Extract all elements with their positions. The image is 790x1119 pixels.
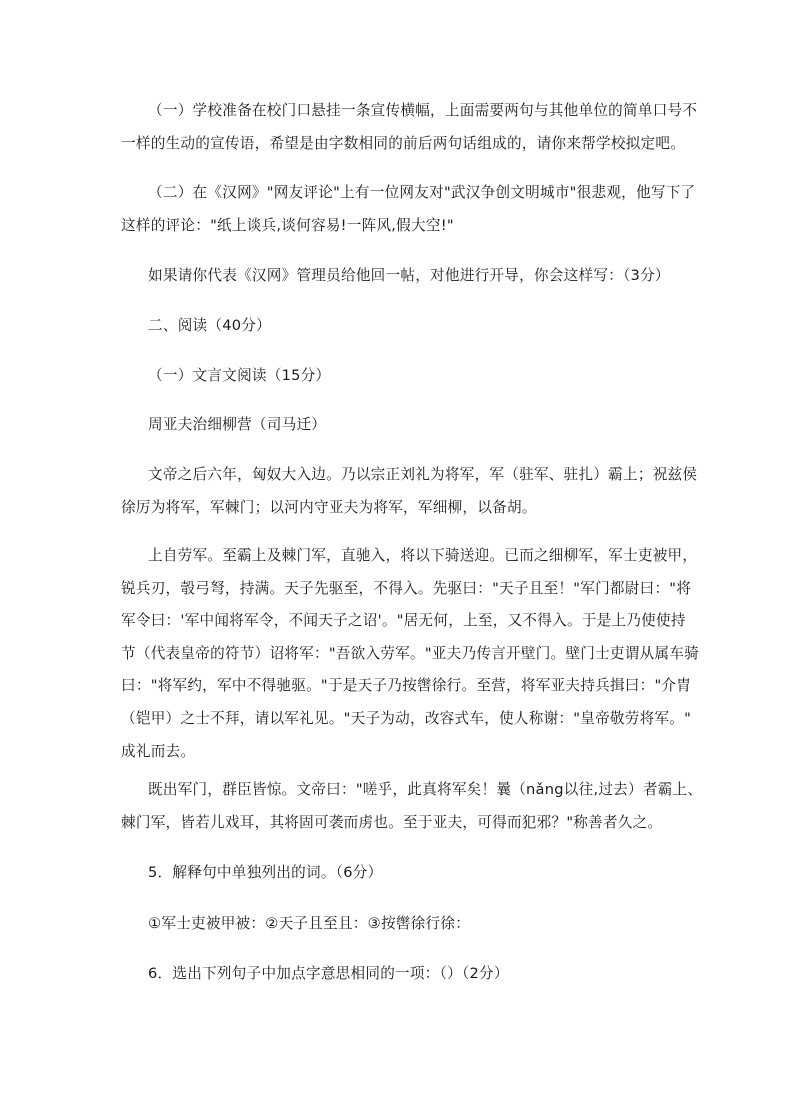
text-line: 二、阅读（40分） xyxy=(148,317,271,334)
question-five xyxy=(148,860,673,886)
text-line: 一样的生动的宣传语，希望是由字数相同的前后两句话组成的，请你来帮学校拟定吧。 xyxy=(121,134,686,152)
text-line: ①军士吏被甲被：②天子且至且：③按辔徐行徐： xyxy=(148,915,471,932)
text-line: （二）在《汉网》"网友评论"上有一位网友对"武汉争创文明城市"很悲观，他写下了 xyxy=(148,184,696,201)
task-two-paragraph xyxy=(121,180,696,238)
text-line: （一）文言文阅读（15分） xyxy=(148,367,331,384)
text-line: 曰："将军约，军中不得驰驱。"于是天子乃按辔徐行。至营，将军亚夫持兵揖曰："介胄 xyxy=(121,677,692,695)
text-line: 这样的评论："纸上谈兵,谈何容易!一阵风,假大空!" xyxy=(121,216,454,234)
passage-paragraph-three xyxy=(121,777,703,835)
text-line: 周亚夫治细柳营（司马迁） xyxy=(148,416,327,433)
passage-paragraph-two xyxy=(121,543,699,764)
passage-paragraph-one xyxy=(121,462,698,520)
text-line: 棘门军，皆若儿戏耳，其将固可袭而虏也。至于亚夫，可得而犯邪？"称善者久之。 xyxy=(121,813,663,831)
text-line: 军令曰：'军中闻将军令，不闻天子之诏'。"居无何，上至，又不得入。于是上乃使使持 xyxy=(121,612,686,630)
section-heading-reading xyxy=(148,313,673,339)
text-line: 锐兵刃，彀弓弩，持满。天子先驱至，不得入。先驱曰："天子且至！"军门都尉曰："将 xyxy=(121,579,692,597)
passage-title xyxy=(148,412,673,438)
reply-prompt-paragraph xyxy=(148,263,673,289)
text-line: 如果请你代表《汉网》管理员给他回一帖，对他进行开导，你会这样写：（3分） xyxy=(148,267,670,284)
text-line: （一）学校准备在校门口悬挂一条宣传横幅，上面需要两句与其他单位的简单口号不 xyxy=(148,102,698,119)
text-line: 5．解释句中单独列出的词。（6分） xyxy=(148,864,383,881)
text-line: 既出军门，群臣皆惊。文帝曰："嗟乎，此真将军矣！曩（nǎng以往,过去）者霸上、 xyxy=(148,781,703,798)
text-line: 节（代表皇帝的符节）诏将军："吾欲入劳军。"亚夫乃传言开壁门。壁门士吏谓从属车骑 xyxy=(121,644,699,662)
text-line: 上自劳军。至霸上及棘门军，直驰入，将以下骑送迎。已而之细柳军，军士吏被甲， xyxy=(148,547,698,564)
text-line: 6．选出下列句子中加点字意思相同的一项：（）（2分） xyxy=(148,965,509,982)
task-one-paragraph xyxy=(121,98,698,156)
question-six xyxy=(148,961,673,987)
subsection-heading-classical xyxy=(148,363,673,389)
text-line: （铠甲）之士不拜，请以军礼见。"天子为动，改容式车，使人称谢："皇帝敬劳将军。" xyxy=(121,709,692,727)
text-line: 文帝之后六年，匈奴大入边。乃以宗正刘礼为将军，军（驻军、驻扎）霸上；祝兹侯 xyxy=(148,466,698,483)
question-five-items xyxy=(148,911,673,937)
text-line: 徐厉为将军，军棘门；以河内守亚夫为将军，军细柳，以备胡。 xyxy=(121,498,537,516)
text-line: 成礼而去。 xyxy=(121,742,196,760)
